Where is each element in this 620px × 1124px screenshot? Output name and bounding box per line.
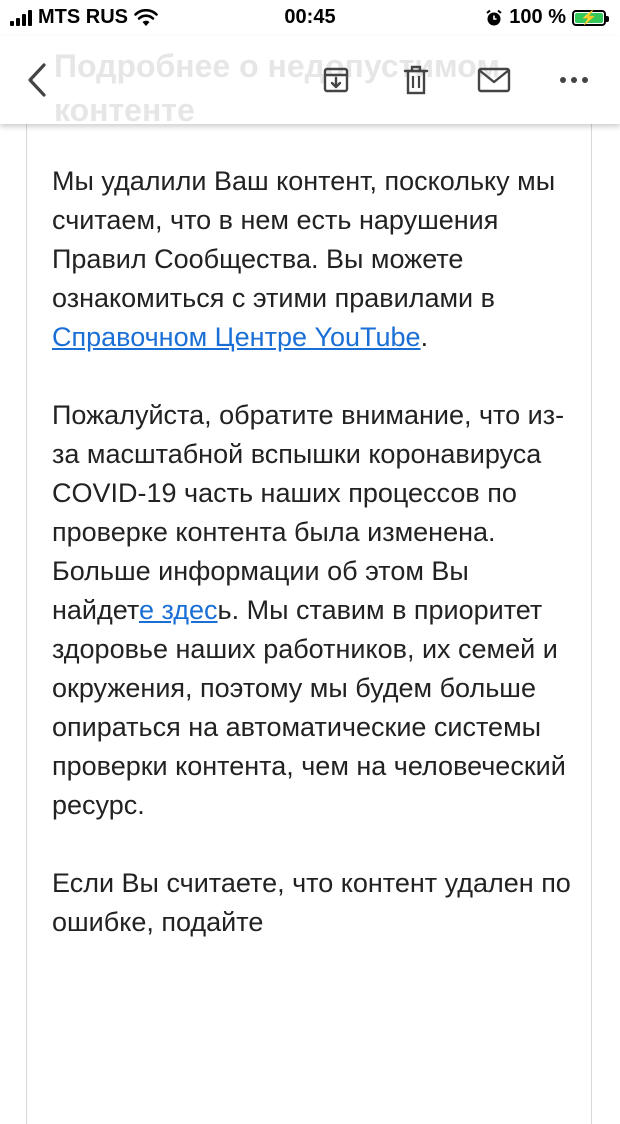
carrier-label: MTS RUS (38, 6, 128, 28)
mail-icon (477, 67, 511, 93)
help-center-link[interactable]: Справочном Центре YouTube (52, 322, 421, 352)
battery-percent: 100 % (509, 6, 566, 28)
mail-button[interactable] (474, 60, 514, 100)
more-icon (559, 76, 589, 84)
paragraph-text: Мы удалили Ваш контент, поскольку мы считаем, что в нем есть нарушения Правил Сообщества. Вы можете ознакомиться с этими правилами в (52, 166, 556, 313)
paragraph-appeal: Если Вы считаете, что контент удален по ошибке, подайте (52, 868, 571, 937)
archive-icon (321, 65, 351, 95)
mail-toolbar (0, 36, 620, 128)
delete-button[interactable] (398, 60, 434, 100)
status-right (485, 6, 606, 29)
back-icon (26, 62, 48, 98)
paragraph-text: Пожалуйста, обратите внимание, что из-за масштабной вспышки коронавируса COVID-19 часть наших процессов по проверке контента была изменена. Больше информации об этом Вы найдет (52, 400, 565, 625)
back-button[interactable] (22, 60, 52, 100)
clock: 00:45 (284, 6, 336, 28)
paragraph-text: ь. Мы ставим в приоритет здоровье наших работников, их семей и окружения, поэтому мы будем больше опираться на автоматические системы проверки контента, чем на человеческий ресурс. (52, 595, 566, 820)
status-bar (0, 0, 620, 36)
page-title: Подробнее о недопустимом контенте (54, 48, 501, 128)
more-info-link[interactable]: е здес (138, 595, 218, 625)
paragraph-covid-notice (52, 396, 572, 825)
archive-button[interactable] (318, 60, 354, 100)
paragraph-removed-content (52, 162, 572, 357)
trash-icon (402, 64, 430, 96)
paragraph-period: . (420, 322, 429, 352)
battery-icon (572, 10, 606, 26)
charging-bolt-icon: ⚡ (580, 8, 598, 25)
message-body (52, 162, 572, 981)
more-button[interactable] (556, 60, 592, 100)
alarm-icon (485, 9, 503, 27)
